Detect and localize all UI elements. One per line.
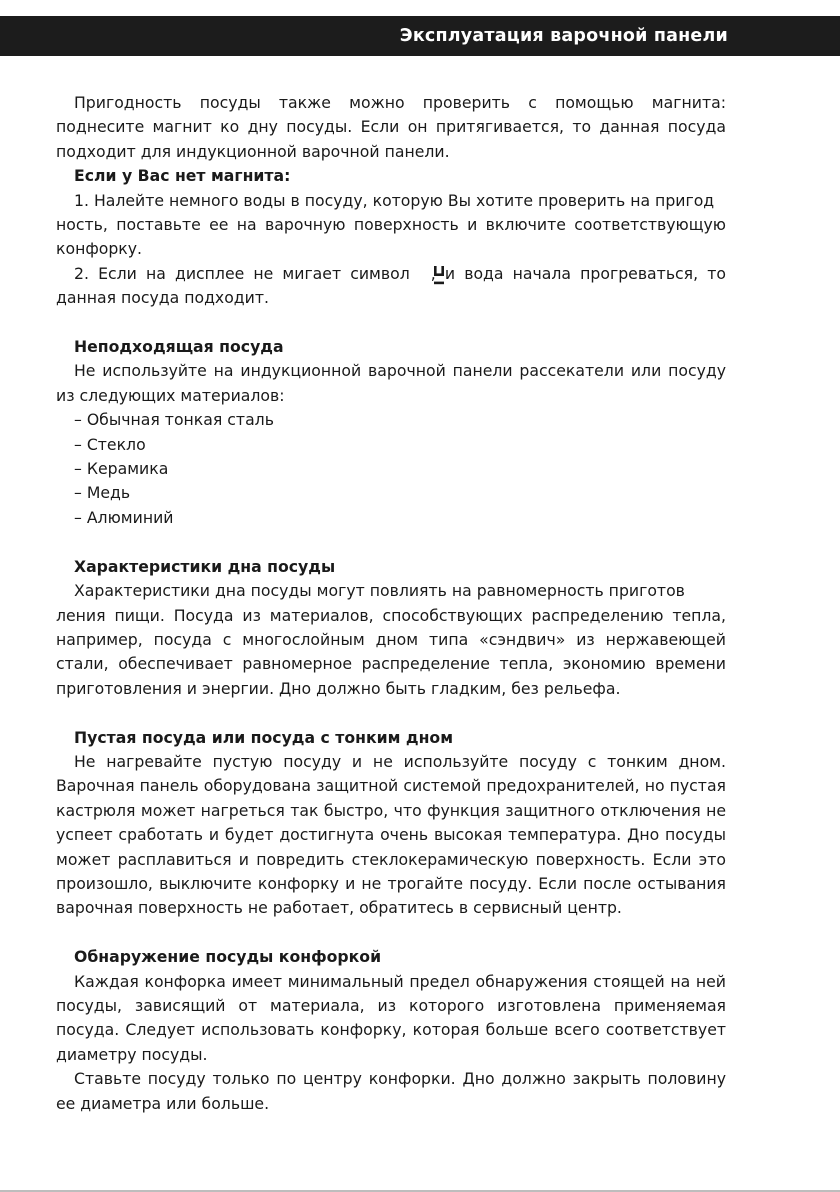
material-list-item: – Стекло <box>74 434 146 454</box>
material-list-item: – Алюминий <box>74 507 174 527</box>
unsuitable-text: Не используйте на индукционной варочной панели рассекатели или посуду из следующих материалов: <box>56 361 726 405</box>
detection-paragraph-2: Ставьте посуду только по центру конфорки. Дно должно закрыть половину ее диаметра или больше. <box>56 1069 726 1113</box>
material-list-item: – Обычная тонкая сталь <box>74 410 274 430</box>
material-list-item: – Медь <box>74 483 131 503</box>
no-magnet-heading: Если у Вас нет магнита: <box>74 166 291 186</box>
step2-paragraph <box>56 262 726 311</box>
bottom-characteristics-line1: Характеристики дна посуды могут повлиять на равномерность приготов <box>74 581 685 601</box>
detection-heading: Обнаружение посуды конфоркой <box>74 947 382 967</box>
step2-text-before: 2. Если на дисплее не мигает символ <box>74 263 410 283</box>
detection-paragraph-1: Каждая конфорка имеет минимальный предел обнаружения стоящей на ней посуды, зависящий от материала, из которого изготовлена применяемая посуда. Следует использовать конфорку, которая больше всего соответствует диаметру посуды. <box>56 971 726 1064</box>
magnet-check-paragraph: Пригодность посуды также можно проверить с помощью магнита: поднесите магнит ко дну посуды. Если он притягивается, то данная посуда подходит для индукционной варочной панели. <box>56 93 726 161</box>
bottom-characteristics-heading: Характеристики дна посуды <box>74 556 336 576</box>
pot-missing-display-icon <box>413 264 429 286</box>
bottom-characteristics-text: ления пищи. Посуда из материалов, способствующих распределению тепла, например, посуда с многослойным дном типа «сэндвич» из нержавеющей стали, обеспечивает равномерное распределение тепла, экономию времени приготовления и энергии. Дно должно быть гладким, без рельефа. <box>56 605 726 698</box>
unsuitable-heading: Неподходящая посуда <box>74 337 284 357</box>
step2-text-after: , и вода начала прогреваться, то данная посуда подходит. <box>56 263 726 308</box>
empty-pot-heading: Пустая посуда или посуда с тонким дном <box>74 727 454 747</box>
document-body <box>56 91 726 1116</box>
step1-line2: ность, поставьте ее на варочную поверхность и включите соответствующую конфорку. <box>56 215 726 259</box>
empty-pot-text: Не нагревайте пустую посуду и не используйте посуду с тонким дном. Варочная панель оборудована защитной системой предохранителей, но пустая кастрюля может нагреться так быстро, что функция защитного отключения не успеет сработать и будет достигнута очень высокая температура. Дно посуды может расплавиться и повредить стеклокерамическую поверхность. Если это произошло, выключите конфорку и не трогайте посуду. Если после остывания варочная поверхность не работает, обратитесь в сервисный центр. <box>56 751 726 918</box>
step1-line1: 1. Налейте немного воды в посуду, которую Вы хотите проверить на пригод <box>74 190 715 210</box>
page-header-title: Эксплуатация варочной панели <box>399 26 728 46</box>
material-list-item: – Керамика <box>74 459 169 479</box>
